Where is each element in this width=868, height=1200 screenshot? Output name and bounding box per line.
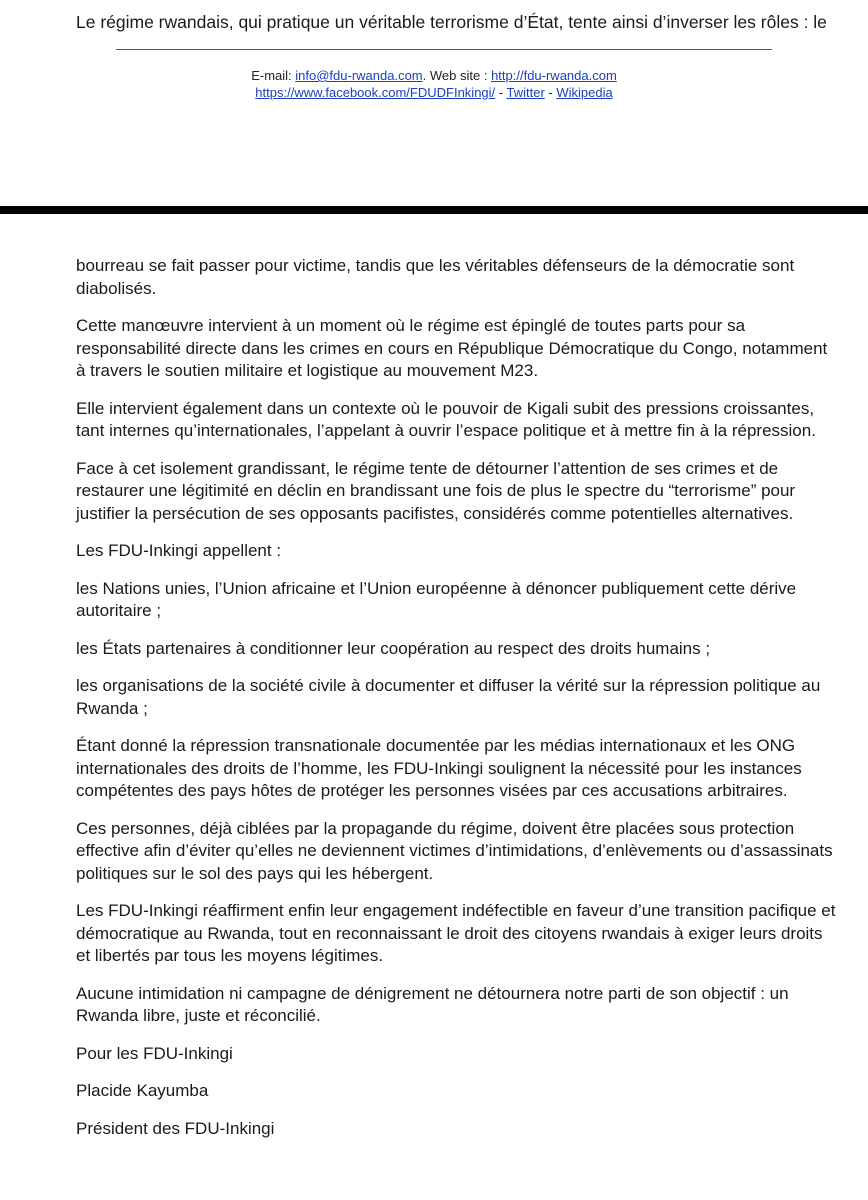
paragraph: Les FDU-Inkingi réaffirment enfin leur engagement indéfectible en faveur d’une transition pacifique et démocratique au Rwanda, tout en reconnaissant le droit des citoyens rwandais à exiger leurs droits et libertés par tous les moyens légitimes. bbox=[76, 901, 836, 965]
contact-footer bbox=[0, 67, 868, 101]
signatory-title: Président des FDU-Inkingi bbox=[76, 1118, 275, 1138]
paragraph: les Nations unies, l’Union africaine et l’Union européenne à dénoncer publiquement cette dérive autoritaire ; bbox=[76, 578, 797, 620]
contact-line-1 bbox=[0, 67, 868, 84]
page-break-bar bbox=[0, 206, 868, 214]
website-link[interactable]: http://fdu-rwanda.com bbox=[491, 68, 617, 83]
document-body bbox=[76, 255, 836, 1155]
paragraph: les États partenaires à conditionner leur coopération au respect des droits humains ; bbox=[76, 638, 711, 658]
wikipedia-link[interactable]: Wikipedia bbox=[556, 85, 613, 100]
contact-line-2 bbox=[0, 84, 868, 101]
separator: - bbox=[544, 85, 557, 100]
paragraph: Les FDU-Inkingi appellent : bbox=[76, 541, 282, 560]
paragraph: Cette manœuvre intervient à un moment où le régime est épinglé de toutes parts pour sa responsabilité directe dans les crimes en cours en République Démocratique du Congo, notamment à travers le soutien militaire et logistique au mouvement M23. bbox=[76, 316, 828, 380]
paragraph: Elle intervient également dans un contexte où le pouvoir de Kigali subit des pressions croissantes, tant internes qu’internationales, l’appelant à ouvrir l’espace politique et à mettre fin à la répression. bbox=[76, 398, 816, 440]
paragraph: les organisations de la société civile à documenter et diffuser la vérité sur la répression politique au Rwanda ; bbox=[76, 676, 821, 718]
paragraph: bourreau se fait passer pour victime, tandis que les véritables défenseurs de la démocratie sont diabolisés. bbox=[76, 256, 795, 298]
separator: - bbox=[495, 85, 507, 100]
twitter-link[interactable]: Twitter bbox=[506, 85, 545, 100]
paragraph: Étant donné la répression transnationale documentée par les médias internationaux et les ONG internationales des droits de l’homme, les FDU-Inkingi soulignent la nécessité pour les instances compétentes des pays hôtes de protéger les personnes visées par ces accusations arbitraires. bbox=[76, 736, 802, 800]
paragraph: Aucune intimidation ni campagne de dénigrement ne détournera notre parti de son objectif : un Rwanda libre, juste et réconcilié. bbox=[76, 983, 789, 1025]
carryover-text-line: Le régime rwandais, qui pratique un véritable terrorisme d’État, tente ainsi d’inverser les rôles : le bbox=[76, 12, 827, 32]
email-label: E-mail: bbox=[251, 68, 292, 83]
facebook-link[interactable]: https://www.facebook.com/FDUDFInkingi/ bbox=[255, 85, 496, 100]
footer-divider bbox=[116, 49, 772, 50]
signatory-name: Placide Kayumba bbox=[76, 1081, 209, 1100]
paragraph: Face à cet isolement grandissant, le régime tente de détourner l’attention de ses crimes et de restaurer une légitimité en déclin en brandissant une fois de plus le spectre du “terrorisme” pour justifier la persécution de ses opposants pacifistes, considérés comme potentielles alternatives. bbox=[76, 458, 796, 523]
email-link[interactable]: info@fdu-rwanda.com bbox=[295, 68, 423, 83]
signature-line: Pour les FDU-Inkingi bbox=[76, 1043, 233, 1063]
website-label: . Web site : bbox=[422, 68, 488, 83]
paragraph: Ces personnes, déjà ciblées par la propagande du régime, doivent être placées sous protection effective afin d’éviter qu’elles ne deviennent victimes d’intimidations, d’enlèvements ou d’assassinats politiques sur le sol des pays qui les hébergent. bbox=[76, 818, 833, 883]
